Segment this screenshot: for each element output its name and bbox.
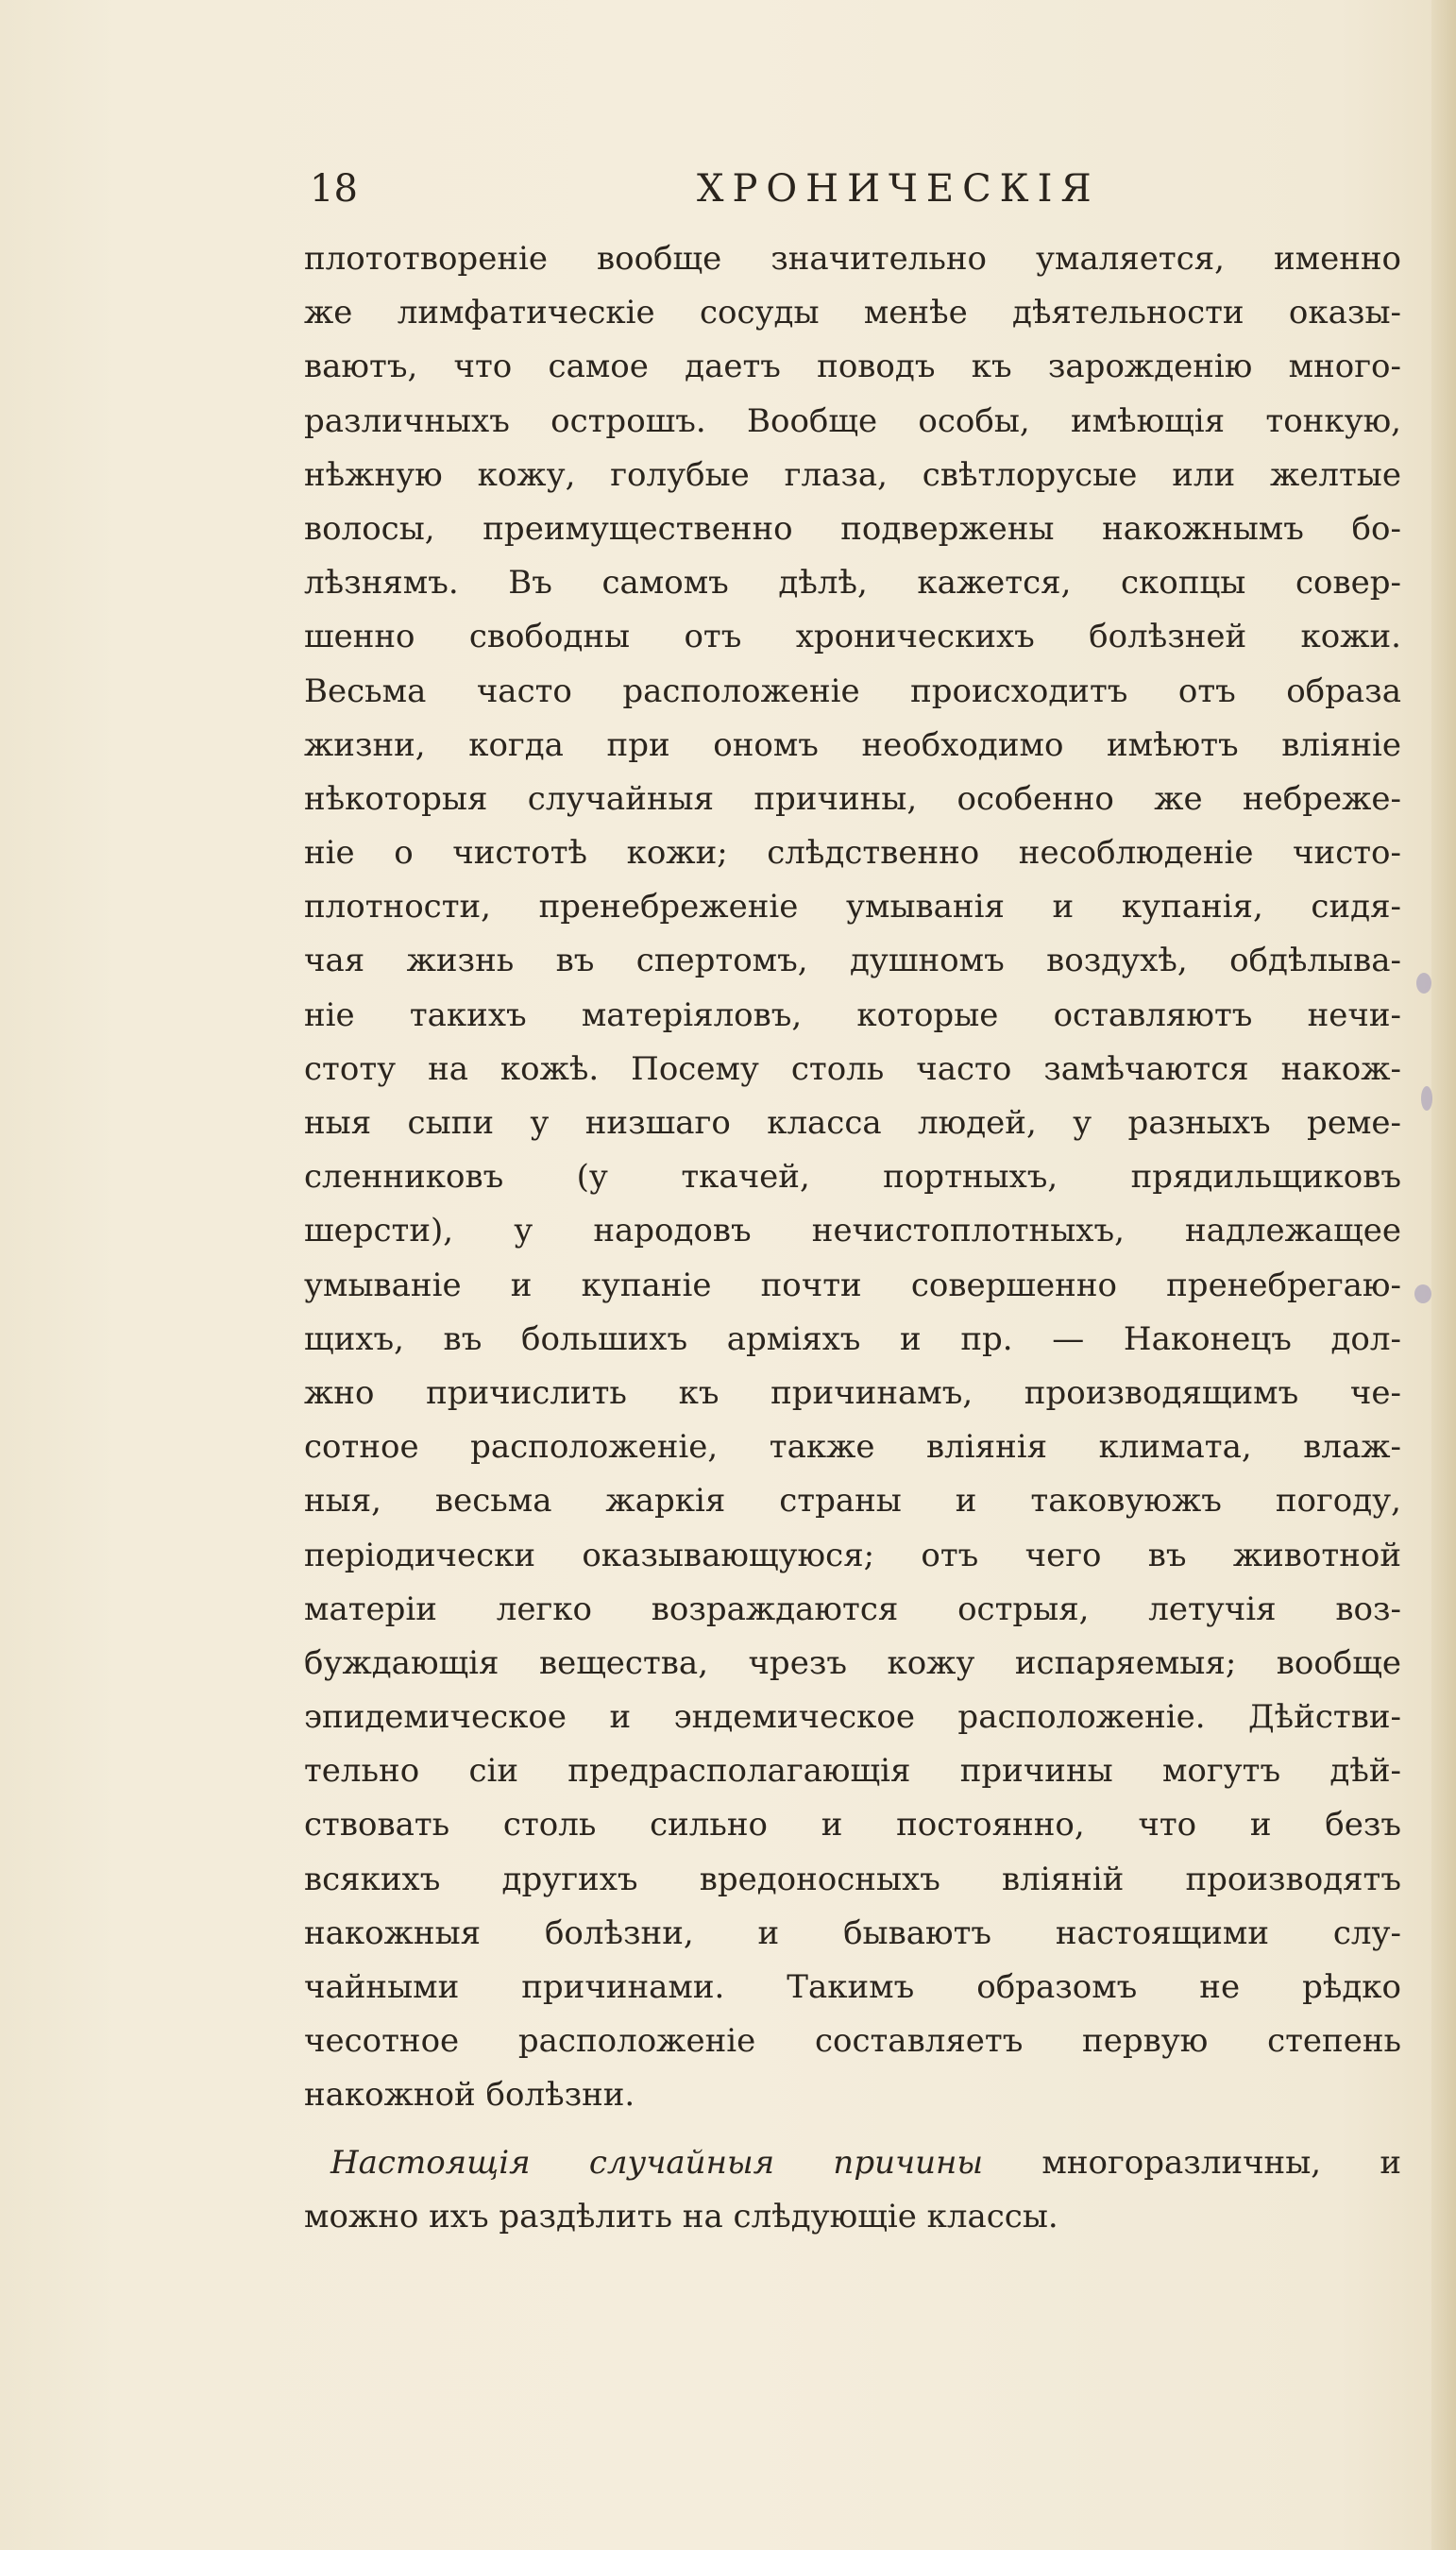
text-line: періодически оказывающуюся; отъ чего въ животной bbox=[304, 1536, 1401, 1574]
text-line: накожной болѣзни. bbox=[304, 2076, 635, 2115]
text-line: сленниковъ (у ткачей, портныхъ, прядильщиковъ bbox=[304, 1158, 1401, 1197]
text-line: плототвореніе вообще значительно умаляется, именно bbox=[304, 240, 1401, 278]
text-line: можно ихъ раздѣлить на слѣдующіе классы. bbox=[304, 2197, 1058, 2236]
text-line: эпидемическое и эндемическое расположеніе. Дѣйстви- bbox=[304, 1698, 1401, 1737]
text-line: Весьма часто расположеніе происходитъ отъ образа bbox=[304, 672, 1401, 710]
running-header bbox=[310, 161, 1396, 217]
text-line: стоту на кожѣ. Посему столь часто замѣчаются накож- bbox=[304, 1049, 1401, 1088]
text-line: чайными причинами. Такимъ образомъ не рѣдко bbox=[304, 1968, 1401, 2006]
text-line: различныхъ острошъ. Вообще особы, имѣющія тонкую, bbox=[304, 401, 1401, 440]
text-line: тельно сіи предрасполагающія причины могутъ дѣй- bbox=[304, 1752, 1401, 1791]
text-line: шерсти), у народовъ нечистоплотныхъ, надлежащее bbox=[304, 1212, 1401, 1250]
text-line: умываніе и купаніе почти совершенно пренебрегаю- bbox=[304, 1266, 1401, 1304]
ink-stain bbox=[1421, 1086, 1432, 1111]
italic-phrase: Настоящія случайныя причины bbox=[330, 2143, 984, 2182]
text-line: плотности, пренебреженіе умыванія и купанія, сидя- bbox=[304, 888, 1401, 926]
text-line: матеріи легко возраждаются острыя, летучія воз- bbox=[304, 1590, 1401, 1628]
text-line: же лимфатическіе сосуды менѣе дѣятельности оказы- bbox=[304, 294, 1401, 332]
text-line: всякихъ другихъ вредоносныхъ вліяній производятъ bbox=[304, 1860, 1401, 1898]
paragraph-2 bbox=[304, 2136, 1401, 2244]
text-line: волосы, преимущественно подвержены накожнымъ бо- bbox=[304, 509, 1401, 548]
text-line bbox=[304, 2136, 1401, 2190]
text-line: нѣжную кожу, голубые глаза, свѣтлорусые или желтые bbox=[304, 455, 1401, 494]
text-fragment: многоразличны, и bbox=[1041, 2143, 1401, 2182]
text-line: щихъ, въ большихъ арміяхъ и пр. — Наконецъ дол- bbox=[304, 1319, 1401, 1358]
ink-stain bbox=[1416, 973, 1431, 994]
running-title: ХРОНИЧЕСКІЯ bbox=[697, 167, 1100, 211]
page-number: 18 bbox=[310, 167, 358, 211]
text-line: ніе такихъ матеріяловъ, которые оставляютъ нечи- bbox=[304, 995, 1401, 1034]
text-line: нѣкоторыя случайныя причины, особенно же небреже- bbox=[304, 779, 1401, 818]
text-line: сотное расположеніе, также вліянія климата, влаж- bbox=[304, 1428, 1401, 1467]
paragraph-gap bbox=[304, 2123, 1401, 2136]
ink-stain bbox=[1414, 1284, 1431, 1303]
text-line: чесотное расположеніе составляетъ первую степень bbox=[304, 2022, 1401, 2061]
text-line: ваютъ, что самое даетъ поводъ къ зарожденію много- bbox=[304, 348, 1401, 386]
text-line: лѣзнямъ. Въ самомъ дѣлѣ, кажется, скопцы совер- bbox=[304, 564, 1401, 603]
text-line: ніе о чистотѣ кожи; слѣдственно несоблюденіе чисто- bbox=[304, 834, 1401, 873]
text-line: накожныя болѣзни, и бываютъ настоящими слу- bbox=[304, 1913, 1401, 1952]
page-edge-shadow bbox=[1431, 0, 1456, 2550]
text-line: чая жизнь въ спертомъ, душномъ воздухѣ, обдѣлыва- bbox=[304, 942, 1401, 980]
text-line: жно причислить къ причинамъ, производящимъ че- bbox=[304, 1373, 1401, 1412]
text-line: жизни, когда при ономъ необходимо имѣютъ вліяніе bbox=[304, 725, 1401, 764]
text-line: ныя сыпи у низшаго класса людей, у разныхъ реме- bbox=[304, 1104, 1401, 1142]
body-text bbox=[304, 232, 1401, 2244]
text-line: буждающія вещества, чрезъ кожу испаряемыя; вообще bbox=[304, 1643, 1401, 1682]
text-line: ствовать столь сильно и постоянно, что и безъ bbox=[304, 1806, 1401, 1844]
text-line: ныя, весьма жаркія страны и таковуюжъ погоду, bbox=[304, 1482, 1401, 1521]
paragraph-1 bbox=[304, 232, 1401, 2123]
text-line: шенно свободны отъ хроническихъ болѣзней кожи. bbox=[304, 618, 1401, 656]
